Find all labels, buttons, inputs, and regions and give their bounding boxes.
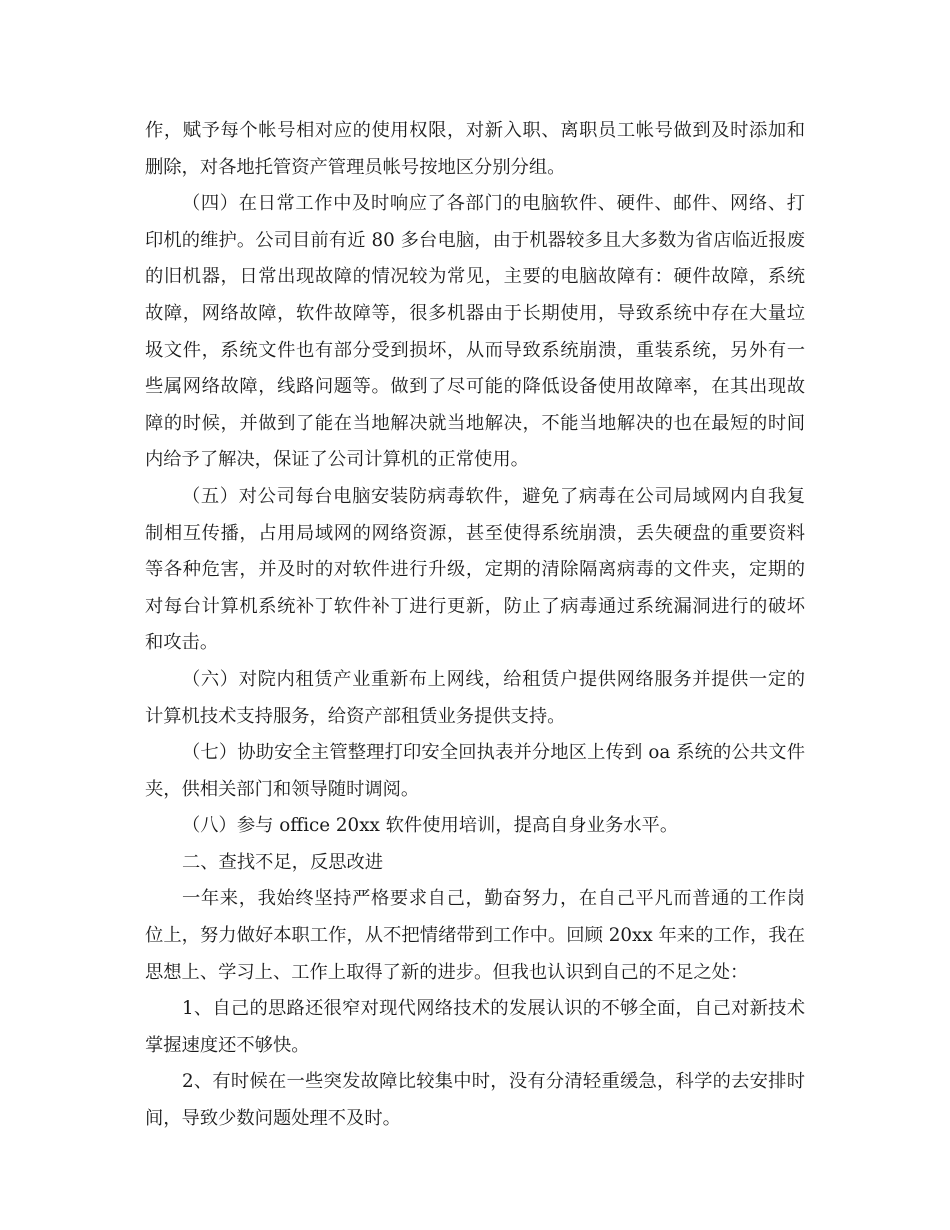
text-line: 障的时候，并做到了能在当地解决就当地解决，不能当地解决的也在最短的时间 [145, 412, 805, 434]
text-line: 计算机技术支持服务，给资产部租赁业务提供支持。 [145, 705, 566, 727]
text-line: 2、有时候在一些突发故障比较集中时，没有分清轻重缓急，科学的去安排时 [182, 1071, 805, 1093]
text-line: 间，导致少数问题处理不及时。 [145, 1108, 401, 1130]
text-line: （四）在日常工作中及时响应了各部门的电脑软件、硬件、邮件、网络、打 [182, 193, 805, 215]
text-line: （七）协助安全主管整理打印安全回执表并分地区上传到 oa 系统的公共文件 [182, 742, 805, 764]
text-line: 内给予了解决，保证了公司计算机的正常使用。 [145, 449, 529, 471]
text-line: 的旧机器，日常出现故障的情况较为常见，主要的电脑故障有：硬件故障，系统 [145, 266, 805, 288]
text-line: 1、自己的思路还很窄对现代网络技术的发展认识的不够全面，自己对新技术 [182, 998, 805, 1020]
text-line: （五）对公司每台电脑安装防病毒软件，避免了病毒在公司局域网内自我复 [182, 485, 805, 507]
text-line: 和攻击。 [145, 632, 219, 654]
text-line: 二、查找不足，反思改进 [182, 851, 384, 873]
text-line: （八）参与 office 20xx 软件使用培训，提高自身业务水平。 [182, 815, 679, 837]
text-line: 对每台计算机系统补丁软件补丁进行更新，防止了病毒通过系统漏洞进行的破坏 [145, 595, 805, 617]
text-line: （六）对院内租赁产业重新布上网线，给租赁户提供网络服务并提供一定的 [182, 668, 805, 690]
text-line: 删除，对各地托管资产管理员帐号按地区分别分组。 [145, 156, 566, 178]
document-body [145, 113, 805, 1138]
text-line: 制相互传播，占用局域网的网络资源，甚至使得系统崩溃，丢失硬盘的重要资料 [145, 522, 805, 544]
text-line: 思想上、学习上、工作上取得了新的进步。但我也认识到自己的不足之处： [145, 961, 749, 983]
text-line: 一年来，我始终坚持严格要求自己，勤奋努力，在自己平凡而普通的工作岗 [182, 888, 805, 910]
text-line: 作，赋予每个帐号相对应的使用权限，对新入职、离职员工帐号做到及时添加和 [145, 120, 805, 141]
text-line: 些属网络故障，线路问题等。做到了尽可能的降低设备使用故障率，在其出现故 [145, 376, 805, 398]
text-line: 故障，网络故障，软件故障等，很多机器由于长期使用，导致系统中存在大量垃 [145, 302, 805, 324]
text-line: 掌握速度还不够快。 [145, 1034, 310, 1056]
text-line: 等各种危害，并及时的对软件进行升级，定期的清除隔离病毒的文件夹，定期的 [145, 559, 805, 581]
text-line: 位上，努力做好本职工作，从不把情绪带到工作中。回顾 20xx 年来的工作，我在 [145, 925, 805, 947]
text-line: 印机的维护。公司目前有近 80 多台电脑，由于机器较多且大多数为省店临近报废 [145, 229, 805, 251]
text-line: 夹，供相关部门和领导随时调阅。 [145, 778, 420, 800]
text-line: 圾文件，系统文件也有部分受到损坏，从而导致系统崩溃，重装系统，另外有一 [145, 339, 805, 361]
